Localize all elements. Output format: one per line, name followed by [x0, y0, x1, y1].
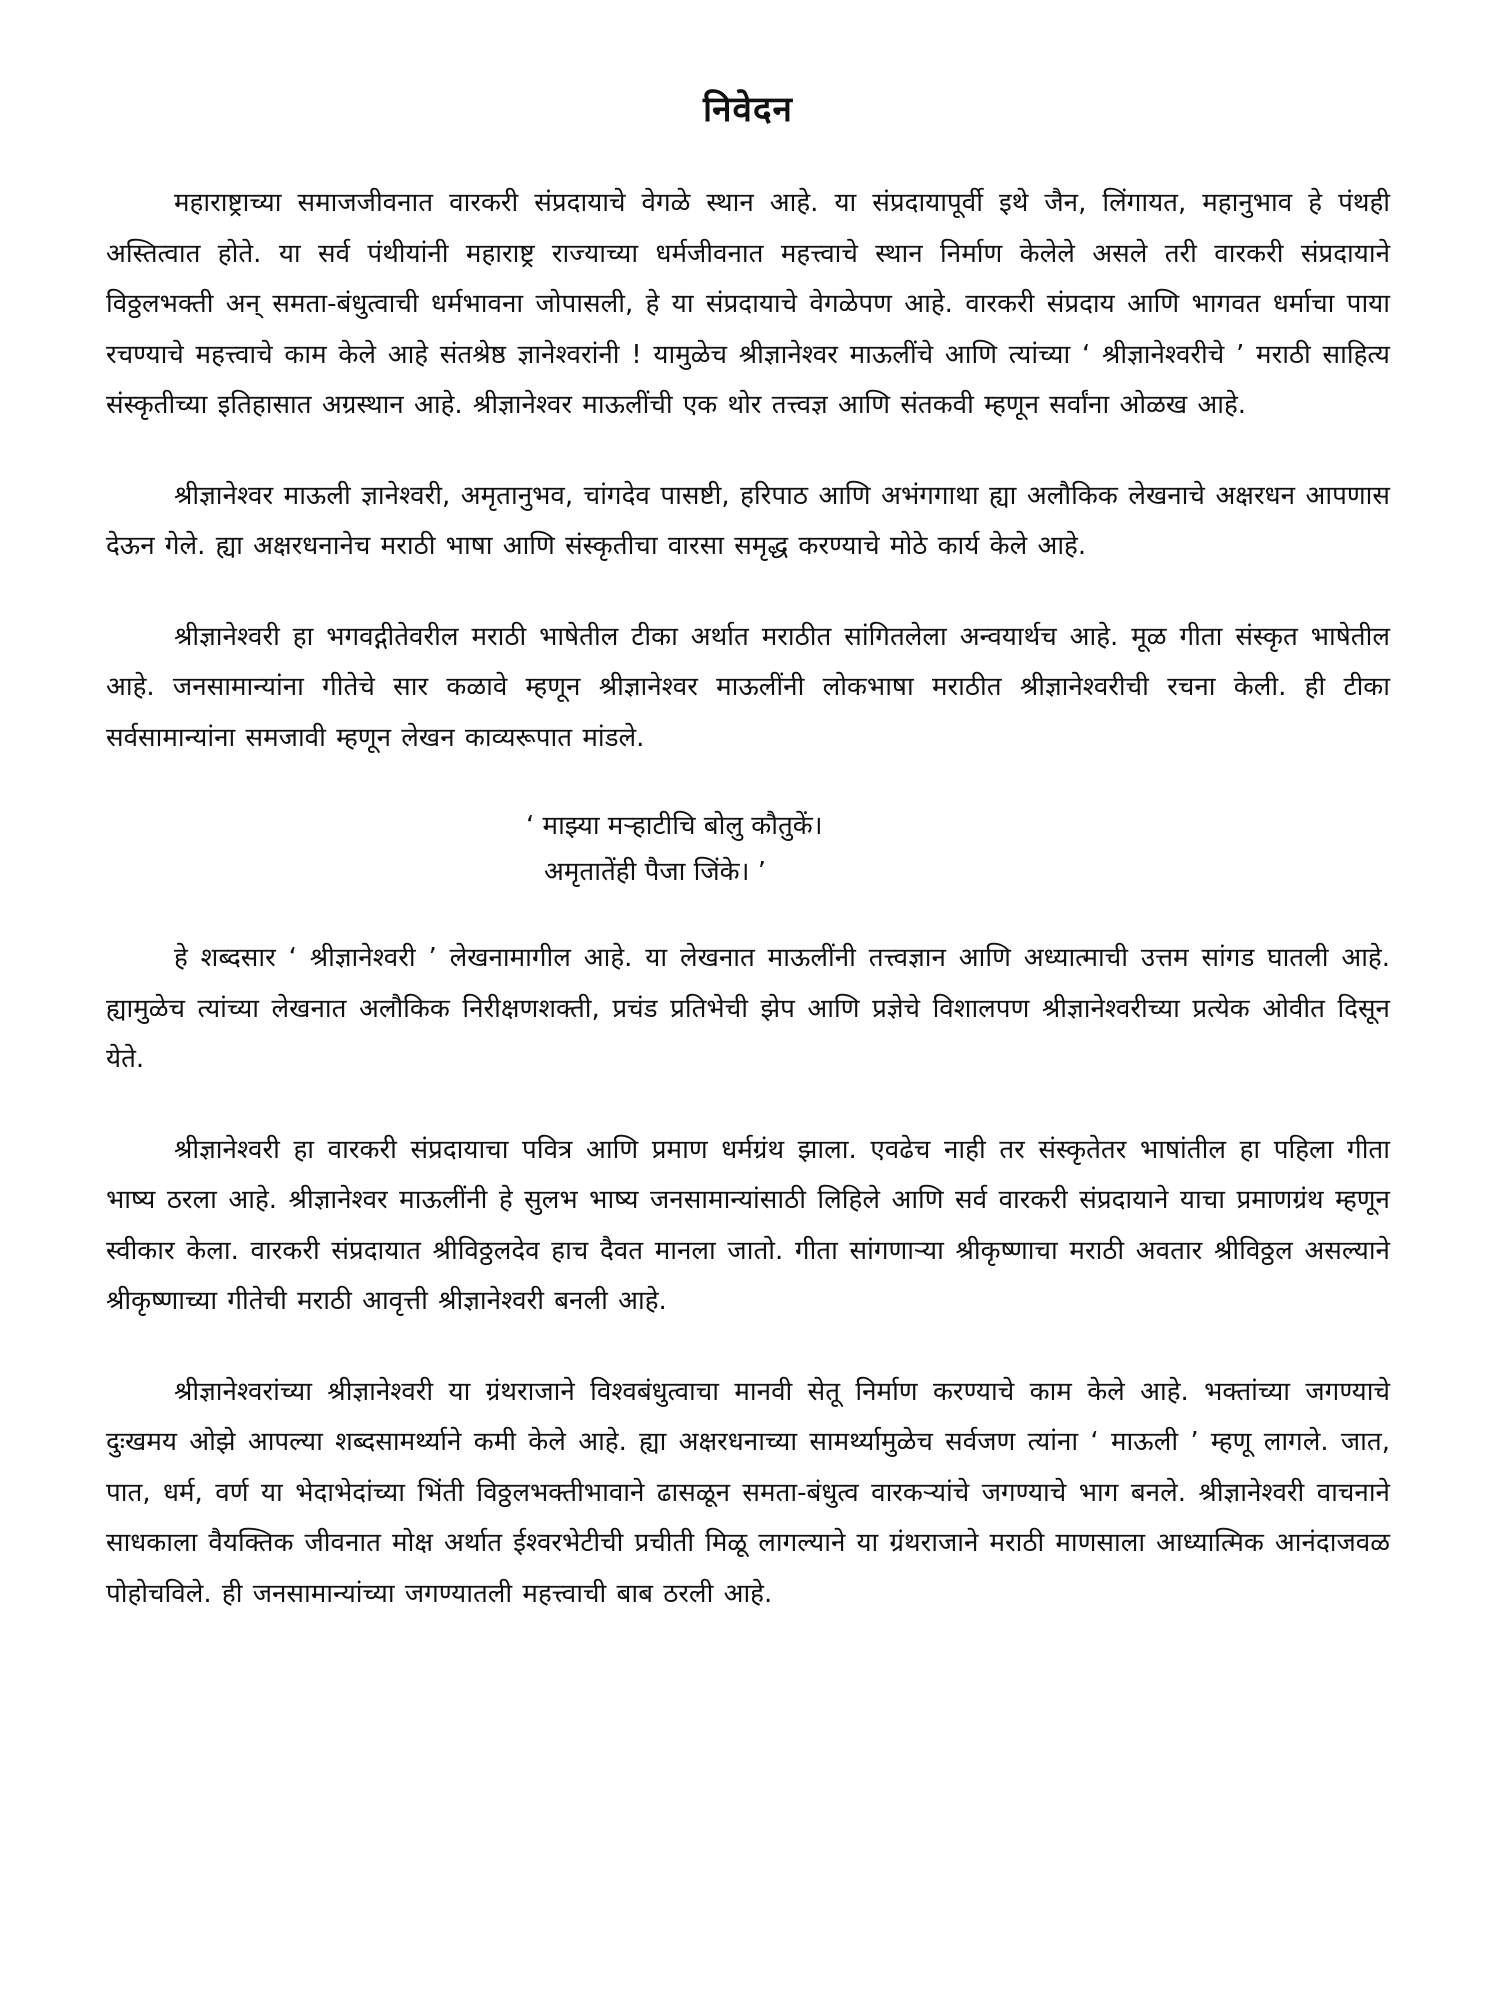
verse-line-2: अमृतातेंही पैजा जिंके। ’ [544, 857, 767, 887]
page-title: निवेदन [703, 90, 793, 130]
paragraph-4: हे शब्दसार ‘ श्रीज्ञानेश्वरी ’ लेखनामागील आहे. या लेखनात माऊलींनी तत्त्वज्ञान आणि अध्यात्माची उत्तम सांगड घातली आहे. ह्यामुळेच त्यांच्या लेखनात अलौकिक निरीक्षणशक्ती, प्रचंड प्रतिभेची झेप आणि प्रज्ञेचे विशालपण श्रीज्ञानेश्वरीच्या प्रत्येक ओवीत दिसून येते. [106, 943, 1390, 1074]
paragraph-3: श्रीज्ञानेश्वरी हा भगवद्गीतेवरील मराठी भाषेतील टीका अर्थात मराठीत सांगितलेला अन्वयार्थच आहे. मूळ गीता संस्कृत भाषेतील आहे. जनसामान्यांना गीतेचे सार कळावे म्हणून श्रीज्ञानेश्वर माऊलींनी लोकभाषा मराठीत श्रीज्ञानेश्वरीची रचना केली. ही टीका सर्वसामान्यांना समजावी म्हणून लेखन काव्यरूपात मांडले. [106, 621, 1390, 753]
paragraph-2: श्रीज्ञानेश्वर माऊली ज्ञानेश्वरी, अमृतानुभव, चांगदेव पासष्टी, हरिपाठ आणि अभंगगाथा ह्या अलौकिक लेखनाचे अक्षरधन आपणास देऊन गेले. ह्या अक्षरधनानेच मराठी भाषा आणि संस्कृतीचा वारसा समृद्ध करण्याचे मोठे कार्य केले आहे. [106, 480, 1390, 561]
paragraph-1: महाराष्ट्राच्या समाजजीवनात वारकरी संप्रदायाचे वेगळे स्थान आहे. या संप्रदायापूर्वी इथे जैन, लिंगायत, महानुभाव हे पंथही अस्तित्वात होते. या सर्व पंथीयांनी महाराष्ट्र राज्याच्या धर्मजीवनात महत्त्वाचे स्थान निर्माण केलेले असले तरी वारकरी संप्रदायाने विठ्ठलभक्ती अन् समता-बंधुत्वाची धर्मभावना जोपासली, हे या संप्रदायाचे वेगळेपण आहे. वारकरी संप्रदाय आणि भागवत धर्माचा पाया रचण्याचे महत्त्वाचे काम केले आहे संतश्रेष्ठ ज्ञानेश्वरांनी ! यामुळेच श्रीज्ञानेश्वर माऊलींचे आणि त्यांच्या ‘ श्रीज्ञानेश्वरीचे ’ मराठी साहित्य संस्कृतीच्या इतिहासात अग्रस्थान आहे. श्रीज्ञानेश्वर माऊलींची एक थोर तत्त्वज्ञ आणि संतकवी म्हणून सर्वांना ओळख आहे. [106, 188, 1390, 420]
verse-quote [106, 803, 1390, 895]
paragraph-5: श्रीज्ञानेश्वरी हा वारकरी संप्रदायाचा पवित्र आणि प्रमाण धर्मग्रंथ झाला. एवढेच नाही तर संस्कृतेतर भाषांतील हा पहिला गीता भाष्य ठरला आहे. श्रीज्ञानेश्वर माऊलींनी हे सुलभ भाष्य जनसामान्यांसाठी लिहिले आणि सर्व वारकरी संप्रदायाने याचा प्रमाणग्रंथ म्हणून स्वीकार केला. वारकरी संप्रदायात श्रीविठ्ठलदेव हाच दैवत मानला जातो. गीता सांगणाऱ्या श्रीकृष्णाचा मराठी अवतार श्रीविठ्ठल असल्याने श्रीकृष्णाच्या गीतेची मराठी आवृत्ती श्रीज्ञानेश्वरी बनली आहे. [106, 1134, 1390, 1316]
verse-line-1: ‘ माझ्या मऱ्हाटीचि बोलु कौतुकें। [526, 811, 823, 841]
paragraph-6: श्रीज्ञानेश्वरांच्या श्रीज्ञानेश्वरी या ग्रंथराजाने विश्वबंधुत्वाचा मानवी सेतू निर्माण करण्याचे काम केले आहे. भक्तांच्या जगण्याचे दुःखमय ओझे आपल्या शब्दसामर्थ्याने कमी केले आहे. ह्या अक्षरधनाच्या सामर्थ्यामुळेच सर्वजण त्यांना ‘ माऊली ’ म्हणू लागले. जात, पात, धर्म, वर्ण या भेदाभेदांच्या भिंती विठ्ठलभक्तीभावाने ढासळून समता-बंधुत्व वारकऱ्यांचे जगण्याचे भाग बनले. श्रीज्ञानेश्वरी वाचनाने साधकाला वैयक्तिक जीवनात मोक्ष अर्थात ईश्वरभेटीची प्रचीती मिळू लागल्याने या ग्रंथराजाने मराठी माणसाला आध्यात्मिक आनंदाजवळ पोहोचविले. ही जनसामान्यांच्या जगण्यातली महत्त्वाची बाब ठरली आहे. [106, 1376, 1390, 1609]
